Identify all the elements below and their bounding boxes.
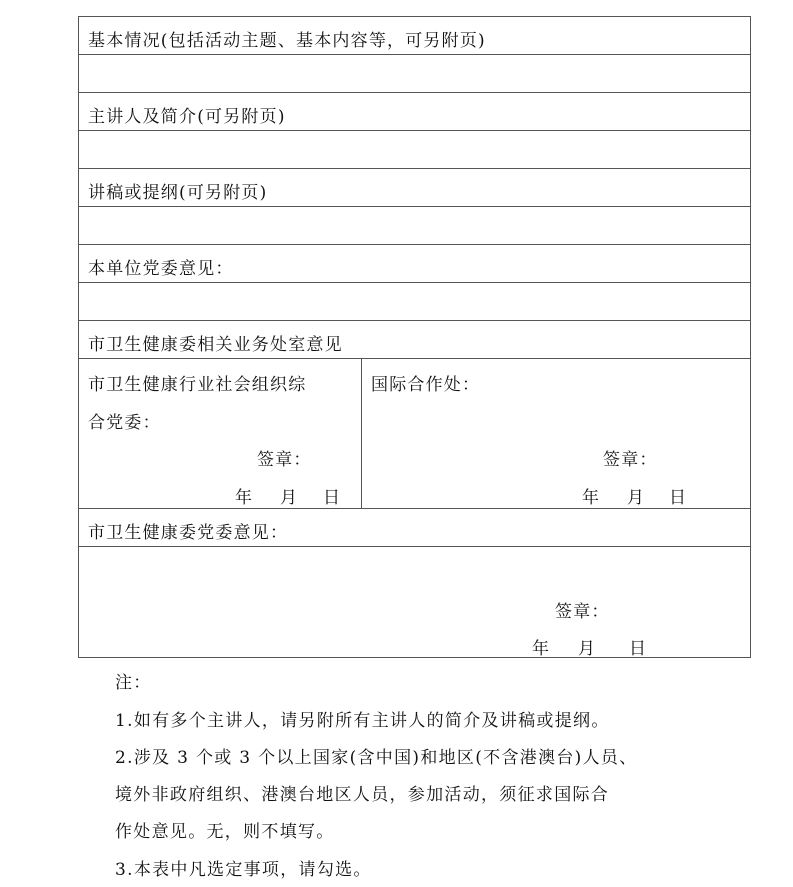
note-item-2-cont2: 作处意见。无，则不填写。 <box>115 822 335 842</box>
draft-label: 讲稿或提纲(可另附页) <box>88 183 268 203</box>
basic-info-label-row <box>79 17 750 55</box>
seal-label-bottom: 签章： <box>555 602 610 622</box>
unit-opinion-label-row <box>79 245 750 283</box>
basic-info-value-row[interactable] <box>79 55 750 93</box>
seal-label-right: 签章： <box>603 450 658 470</box>
date-year-right: 年 <box>582 488 599 508</box>
seal-label-left: 签章： <box>257 450 312 470</box>
party-committee-header: 市卫生健康委党委意见： <box>88 523 289 543</box>
intl-coop-label: 国际合作处： <box>371 375 481 395</box>
social-org-party-cell[interactable] <box>79 359 362 508</box>
draft-value-row[interactable] <box>79 207 750 245</box>
party-committee-header-row <box>79 509 750 547</box>
note-item-1: 1.如有多个主讲人，请另附所有主讲人的简介及讲稿或提纲。 <box>115 711 610 731</box>
date-day-right: 日 <box>669 488 686 508</box>
draft-label-row <box>79 169 750 207</box>
speaker-label-row <box>79 93 750 131</box>
note-item-3: 3.本表中凡选定事项，请勾选。 <box>115 860 372 880</box>
date-month-bottom: 月 <box>578 639 595 659</box>
social-org-label-line1: 市卫生健康行业社会组织综 <box>88 375 307 395</box>
date-day-left: 日 <box>323 488 340 508</box>
speaker-label: 主讲人及简介(可另附页) <box>88 107 286 127</box>
split-opinion-row <box>79 359 750 509</box>
basic-info-label: 基本情况(包括活动主题、基本内容等，可另附页) <box>88 31 486 51</box>
date-month-left: 月 <box>280 488 297 508</box>
note-item-2-cont: 境外非政府组织、港澳台地区人员，参加活动，须征求国际合 <box>115 785 610 805</box>
section-opinion-header-row <box>79 321 750 359</box>
unit-opinion-label: 本单位党委意见： <box>88 259 234 279</box>
notes-title: 注： <box>115 673 152 693</box>
date-day-bottom: 日 <box>629 639 646 659</box>
note-item-2: 2.涉及 3 个或 3 个以上国家(含中国)和地区(不含港澳台)人员、 <box>115 748 638 768</box>
date-year-left: 年 <box>235 488 252 508</box>
intl-coop-cell[interactable] <box>362 359 750 508</box>
section-opinion-header: 市卫生健康委相关业务处室意见 <box>88 335 343 355</box>
form-table <box>78 16 751 658</box>
speaker-value-row[interactable] <box>79 131 750 169</box>
date-month-right: 月 <box>627 488 644 508</box>
date-year-bottom: 年 <box>532 639 549 659</box>
unit-opinion-value-row[interactable] <box>79 283 750 321</box>
social-org-label-line2: 合党委： <box>88 413 161 433</box>
party-committee-sign-row[interactable] <box>79 547 750 657</box>
